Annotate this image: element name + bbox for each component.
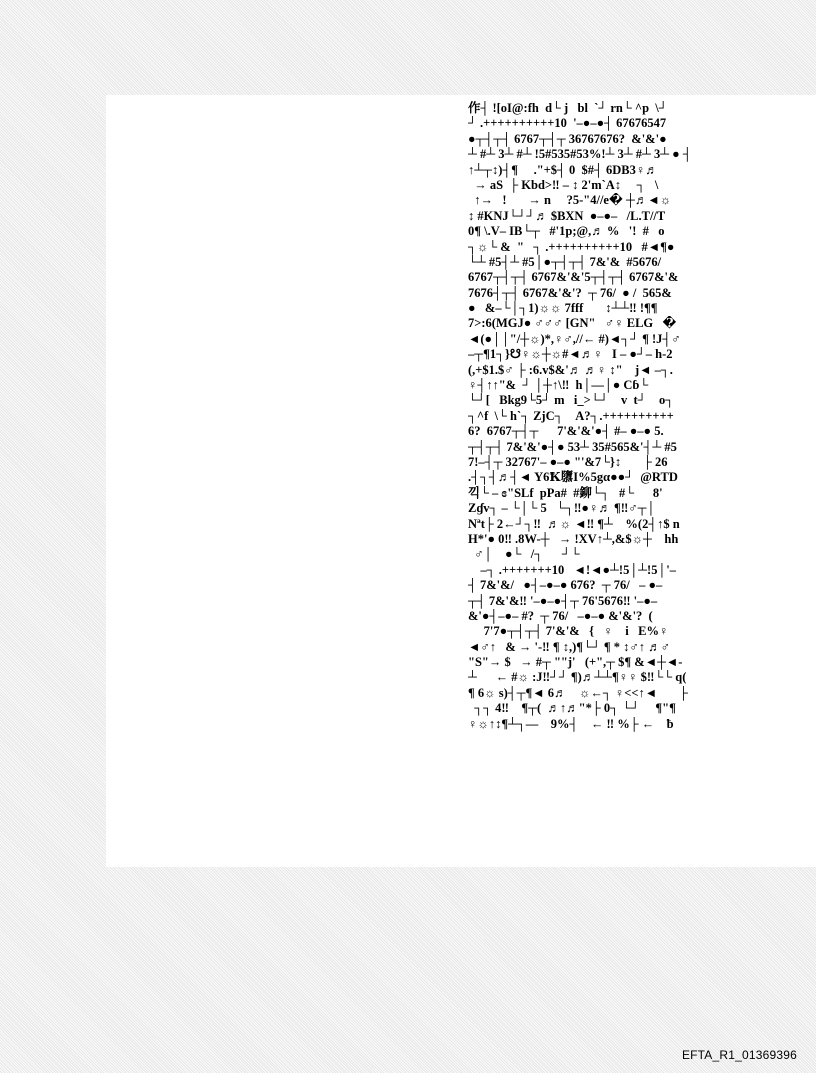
text-line: ┴ #┴ 3┴ #┴ !5#535#53%!┴ 3┴ #┴ 3┴ ● ┤	[468, 147, 692, 162]
text-line: "S"→ $ → #┬ ""j' (+",┬ $¶ &◄┼◄-	[468, 655, 683, 670]
text-line: └┘[ Bkg9└5┘ m i_>└┘ v t┘ o┐	[468, 393, 675, 408]
bates-number: EFTA_R1_01369396	[681, 1048, 797, 1062]
text-line: –┐ .+++++++10 ◄!◄●┴!5│┴!5│'–	[468, 562, 677, 577]
text-line: ┘ .++++++++++10 '–●–●┤ 67676547	[468, 116, 667, 131]
text-line: 0¶ \.V– IB└┬ #'1p;@,♬ % '! # o	[468, 224, 665, 239]
text-line: –┬¶1┐}☋♀☼┼☼#◄♬♀ I – ●┘– h-2	[468, 347, 673, 362]
text-line: ♀☼↑↕¶┴┐–– 9%┤ ← ‼ %├ ← ƀ	[468, 716, 674, 731]
text-line: 作┤ ![oI@:fh d└ j bl `┘ rn└ ^p \┘	[468, 101, 668, 115]
text-line: ┐^f \└ h`┐ ZjC┐ A?┐.++++++++++	[468, 408, 674, 423]
text-line: ↑┴┬↕)┤¶ ."+$┤ 0 $#┤ 6DB3♀♬	[468, 162, 658, 177]
text-line: 끽└ – ɞ"SLf pPa# #鉚└┐ #└ 8'	[468, 485, 663, 500]
text-line: ┬┤┬┤ 7&'&'●┤● 53┴ 35#565&'┤┴ #5	[468, 439, 677, 454]
text-line: ¶ 6☼ s)┤┬¶◄ 6♬ ☼←┐ ♀<<↑◄ ├	[468, 685, 688, 700]
text-line: ┤ 7&'&/ ●┤–●–● 676? ┬ 76/ – ●–	[468, 578, 663, 593]
text-line: → aS ├ Kbd>‼ – ↕ 2'm`A↕ ┐ \	[468, 177, 659, 192]
text-line: ●┬┤┬┤ 6767┬┤┬ 36767676? &'&'●	[468, 131, 667, 146]
text-line: 7>:6(MGJ● ♂♂♂ [GN" ♂♀ ELG �	[468, 316, 677, 331]
text-line: ◄♂↑ & → '-‼ ¶ ↕,)¶└┘ ¶ * ↕♂↑ ♬♂	[468, 639, 670, 654]
garbled-text-block	[468, 101, 816, 732]
text-line: ┐┐ 4‼ ¶┬( ♬↑♬"*├ 0┐ └┘ ¶"¶	[468, 701, 676, 716]
text-line: ┴ ← #☼ :J‼┘┘ ¶)♬┴┴¶♀♀ $‼└└ q(	[468, 670, 687, 685]
text-line: &'●┤–●– #? ┬ 76/ –●–● &'&'? (	[468, 608, 653, 623]
text-line: 6767┬┤┬┤ 6767&'&'5┬┤┬┤ 6767&'&	[468, 270, 679, 285]
text-line: Zɠv┐ – └│└ 5 └┐‼●♀♬ ¶‼♂┬│	[468, 501, 656, 516]
text-line: ● &–└│┐1)☼☼ 7fff ↕┴┴‼ !¶¶	[468, 301, 658, 316]
text-line: 7676┤┬┤ 6767&'&'? ┬ 76/ ● / 565&	[468, 285, 672, 300]
text-line: H*'● 0‼ .8W-┼ → !XV↑┴,&$☼┼ hh	[468, 531, 679, 546]
text-line: (,+$1.$♂ ├ :6.v$&'♬ ♬♀ ↕" j◄ –┐.	[468, 362, 673, 377]
text-line: ♂│ ●└ /┐ ┘└	[468, 547, 580, 562]
text-line: ┬┤ 7&'&‼ '–●–●┤┬ 76'5676‼ '–●–	[468, 593, 658, 608]
text-line: Nªt├ 2←┘┐‼ ♬☼ ◄‼ ¶┴ %(2┤↑$ n	[468, 516, 680, 531]
text-line: └┴ #5┤┴ #5│●┬┤┬┤ 7&'& #5676/	[468, 254, 662, 269]
text-line: ♀┤↑↑"& ┘ │┼↑\‼ h│––│● Cɓ└	[468, 378, 649, 393]
text-line: ◄(●││"/┼☼)*,♀♂,//← #)◄┐┘ ¶ !J┤♂	[468, 331, 681, 346]
text-line: 7!–┤┬ 32767'– ●–● "'&7└}↕ ├ 26	[468, 454, 668, 469]
text-line: ↕ #KNJ└┘┘♬ $BXN ●–●– /L.T//T	[468, 208, 666, 223]
document-page	[106, 95, 816, 867]
text-line: ┐☼└ & " ┐ .++++++++++10 #◄¶●	[468, 239, 675, 254]
text-line: ↑→ ! → n ?5-"4//e� ┼♬◄☼	[468, 193, 672, 208]
text-line: 6? 6767┬┤┬ 7'&'&'●┤ #– ●–● 5.	[468, 424, 664, 439]
text-line: .┤┐┤♬┤◄ Y6Ꝁ隳I%5gα●●┘ @RTD	[468, 470, 678, 485]
text-line: 7'7●┬┤┬┤ 7'&'& { ♀ i E%♀	[468, 624, 669, 639]
